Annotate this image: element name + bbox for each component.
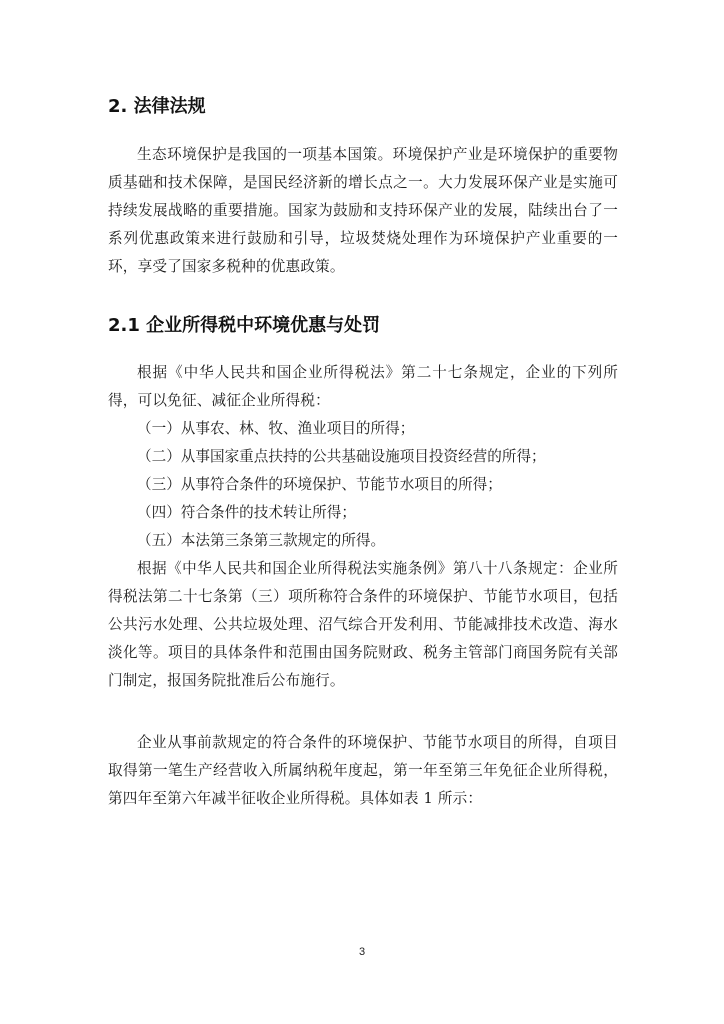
regulation-paragraph: 根据《中华人民共和国企业所得税法实施条例》第八十八条规定：企业所得税法第二十七条第（三）项所称符合条件的环境保护、节能节水项目，包括公共污水处理、公共垃圾处理、沼气综合开发利用、节能减排技术改造、海水淡化等。项目的具体条件和范围由国务院财政、税务主管部门商国务院有关部门制定，报国务院批准后公布施行。	[108, 560, 618, 689]
list-item: （一）从事农、林、牧、渔业项目的所得；	[137, 420, 415, 437]
list-item: （二）从事国家重点扶持的公共基础设施项目投资经营的所得；	[137, 448, 546, 465]
list-item: （四）符合条件的技术转让所得；	[137, 504, 356, 521]
section-heading-income-tax: 2.1 企业所得税中环境优惠与处罚	[108, 315, 381, 336]
tax-law-paragraph: 根据《中华人民共和国企业所得税法》第二十七条规定，企业的下列所得，可以免征、减征企业所得税：	[108, 364, 618, 409]
section-heading-laws: 2. 法律法规	[108, 96, 206, 117]
intro-paragraph: 生态环境保护是我国的一项基本国策。环境保护产业是环境保护的重要物质基础和技术保障，是国民经济新的增长点之一。大力发展环保产业是实施可持续发展战略的重要措施。国家为鼓励和支持环保产业的发展，陆续出台了一系列优惠政策来进行鼓励和引导，垃圾焚烧处理作为环境保护产业重要的一环，享受了国家多税种的优惠政策。	[108, 146, 618, 275]
list-item: （五）本法第三条第三款规定的所得。	[137, 532, 386, 549]
exemption-period-paragraph: 企业从事前款规定的符合条件的环境保护、节能节水项目的所得，自项目取得第一笔生产经营收入所属纳税年度起，第一年至第三年免征企业所得税，第四年至第六年减半征收企业所得税。具体如表 1 所示：	[108, 734, 618, 807]
list-item: （三）从事符合条件的环境保护、节能节水项目的所得；	[137, 476, 502, 493]
exemption-items-list	[137, 415, 617, 555]
page-number: 3	[358, 946, 366, 958]
